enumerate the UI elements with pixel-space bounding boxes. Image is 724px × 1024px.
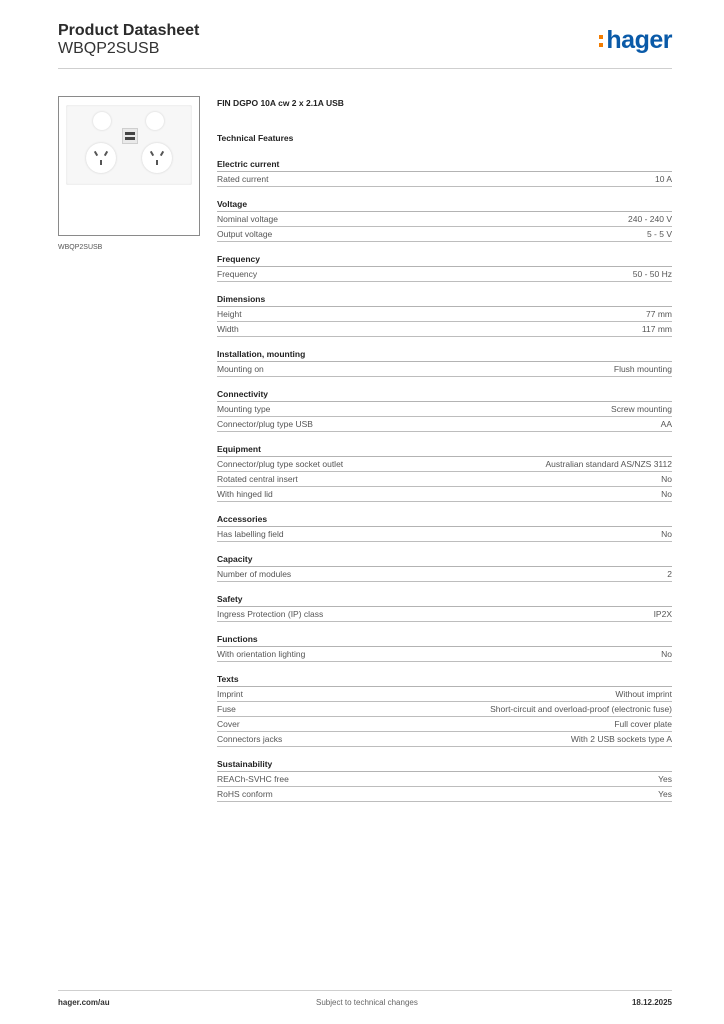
feature-label: Cover bbox=[217, 719, 240, 729]
feature-label: Output voltage bbox=[217, 229, 273, 239]
feature-label: Rated current bbox=[217, 174, 269, 184]
feature-value: Yes bbox=[658, 789, 672, 799]
feature-value: No bbox=[661, 474, 672, 484]
feature-label: Mounting type bbox=[217, 404, 271, 414]
feature-row bbox=[217, 472, 672, 487]
feature-value: With 2 USB sockets type A bbox=[570, 734, 672, 744]
section-title: Accessories bbox=[217, 513, 672, 527]
feature-row bbox=[217, 787, 672, 802]
feature-label: REACh-SVHC free bbox=[217, 774, 289, 784]
feature-value: AA bbox=[660, 419, 672, 429]
socket-outlet-left-icon bbox=[86, 143, 116, 173]
section-title: Voltage bbox=[217, 198, 672, 212]
feature-value: Flush mounting bbox=[613, 364, 672, 374]
feature-row bbox=[217, 362, 672, 377]
feature-label: Frequency bbox=[217, 269, 258, 279]
feature-row bbox=[217, 567, 672, 582]
feature-row bbox=[217, 307, 672, 322]
page-title: Product Datasheet bbox=[58, 22, 200, 39]
feature-value: 240 - 240 V bbox=[628, 214, 672, 224]
feature-row bbox=[217, 717, 672, 732]
feature-row bbox=[217, 172, 672, 187]
feature-label: With orientation lighting bbox=[217, 649, 306, 659]
product-image bbox=[58, 96, 200, 236]
hager-logo bbox=[599, 26, 672, 55]
feature-label: RoHS conform bbox=[217, 789, 273, 799]
feature-section bbox=[217, 348, 672, 377]
feature-value: 10 A bbox=[654, 174, 672, 184]
feature-row bbox=[217, 227, 672, 242]
header-divider bbox=[58, 68, 672, 69]
feature-row bbox=[217, 702, 672, 717]
feature-row bbox=[217, 772, 672, 787]
feature-section bbox=[217, 293, 672, 337]
feature-label: Has labelling field bbox=[217, 529, 284, 539]
feature-row bbox=[217, 212, 672, 227]
feature-section bbox=[217, 673, 672, 747]
feature-value: 77 mm bbox=[646, 309, 672, 319]
feature-label: With hinged lid bbox=[217, 489, 273, 499]
feature-section bbox=[217, 388, 672, 432]
feature-value: IP2X bbox=[653, 609, 672, 619]
feature-label: Mounting on bbox=[217, 364, 264, 374]
product-name: FIN DGPO 10A cw 2 x 2.1A USB bbox=[217, 98, 344, 108]
feature-row bbox=[217, 267, 672, 282]
feature-label: Height bbox=[217, 309, 242, 319]
socket-plate-illustration bbox=[66, 105, 192, 185]
feature-section bbox=[217, 513, 672, 542]
feature-row bbox=[217, 732, 672, 747]
feature-section bbox=[217, 633, 672, 662]
feature-label: Connector/plug type socket outlet bbox=[217, 459, 344, 469]
feature-section bbox=[217, 593, 672, 622]
section-title: Dimensions bbox=[217, 293, 672, 307]
section-title: Functions bbox=[217, 633, 672, 647]
feature-value: Full cover plate bbox=[614, 719, 672, 729]
image-caption: WBQP2SUSB bbox=[58, 244, 103, 251]
feature-label: Ingress Protection (IP) class bbox=[217, 609, 324, 619]
feature-value: No bbox=[661, 649, 672, 659]
section-title: Installation, mounting bbox=[217, 348, 672, 362]
feature-value: 2 bbox=[667, 569, 672, 579]
section-title: Sustainability bbox=[217, 758, 672, 772]
feature-row bbox=[217, 402, 672, 417]
feature-section bbox=[217, 758, 672, 802]
feature-section bbox=[217, 553, 672, 582]
section-title: Texts bbox=[217, 673, 672, 687]
feature-row bbox=[217, 527, 672, 542]
section-title: Frequency bbox=[217, 253, 672, 267]
feature-section bbox=[217, 198, 672, 242]
feature-row bbox=[217, 457, 672, 472]
datasheet-content bbox=[217, 96, 672, 813]
feature-value: Screw mounting bbox=[611, 404, 672, 414]
footer-date: 18.12.2025 bbox=[631, 998, 672, 1007]
feature-value: 50 - 50 Hz bbox=[632, 269, 672, 279]
feature-section bbox=[217, 443, 672, 502]
section-title: Electric current bbox=[217, 158, 672, 172]
socket-outlet-right-icon bbox=[142, 143, 172, 173]
logo-dots-icon bbox=[599, 33, 603, 49]
feature-value: Yes bbox=[658, 774, 672, 784]
footer-divider bbox=[58, 990, 672, 991]
feature-label: Rotated central insert bbox=[217, 474, 298, 484]
logo-text: hager bbox=[606, 26, 672, 54]
switch-right-icon bbox=[146, 112, 164, 130]
footer-website: hager.com/au bbox=[58, 998, 110, 1007]
feature-value: Australian standard AS/NZS 3112 bbox=[545, 459, 672, 469]
feature-row bbox=[217, 687, 672, 702]
feature-label: Connector/plug type USB bbox=[217, 419, 313, 429]
feature-row bbox=[217, 487, 672, 502]
feature-label: Fuse bbox=[217, 704, 236, 714]
feature-section bbox=[217, 253, 672, 282]
switch-left-icon bbox=[93, 112, 111, 130]
section-title: Capacity bbox=[217, 553, 672, 567]
feature-value: 5 - 5 V bbox=[646, 229, 672, 239]
product-code: WBQP2SUSB bbox=[58, 40, 160, 57]
feature-label: Imprint bbox=[217, 689, 243, 699]
feature-row bbox=[217, 607, 672, 622]
feature-label: Connectors jacks bbox=[217, 734, 283, 744]
technical-features-heading: Technical Features bbox=[217, 133, 294, 143]
feature-value: 117 mm bbox=[641, 324, 672, 334]
feature-row bbox=[217, 322, 672, 337]
section-title: Equipment bbox=[217, 443, 672, 457]
feature-value: Without imprint bbox=[615, 689, 672, 699]
feature-value: No bbox=[661, 529, 672, 539]
section-title: Safety bbox=[217, 593, 672, 607]
feature-section bbox=[217, 158, 672, 187]
feature-label: Nominal voltage bbox=[217, 214, 278, 224]
section-title: Connectivity bbox=[217, 388, 672, 402]
feature-value: No bbox=[661, 489, 672, 499]
usb-port-icon bbox=[122, 128, 138, 144]
feature-label: Width bbox=[217, 324, 239, 334]
feature-row bbox=[217, 417, 672, 432]
feature-label: Number of modules bbox=[217, 569, 292, 579]
feature-value: Short-circuit and overload-proof (electronic fuse) bbox=[490, 704, 672, 714]
feature-sections bbox=[217, 158, 672, 802]
feature-row bbox=[217, 647, 672, 662]
footer-note: Subject to technical changes bbox=[316, 998, 418, 1007]
